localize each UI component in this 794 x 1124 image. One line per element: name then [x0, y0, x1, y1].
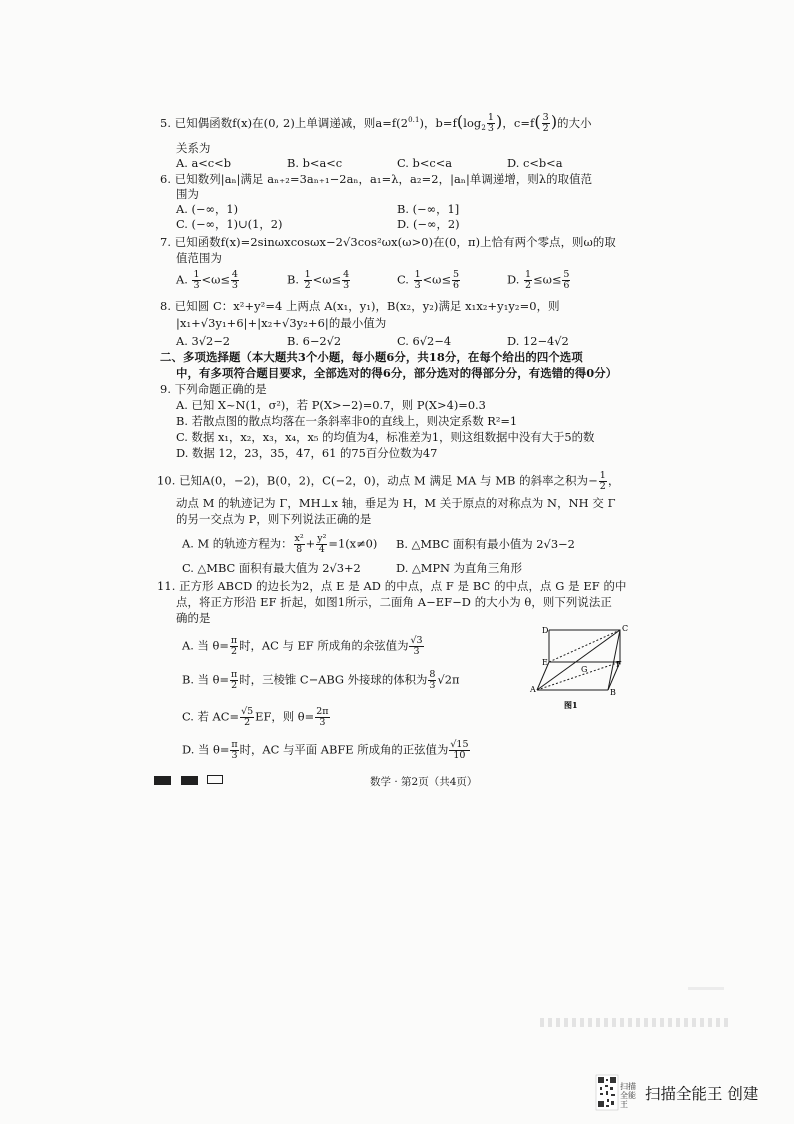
- q5-text-a: 5. 已知偶函数f(x)在(0, 2)上单调递减，则a=f(2: [160, 115, 409, 130]
- q8-option-a: A. 3√2−2: [176, 334, 231, 348]
- q5-sup: 0.1: [408, 116, 420, 124]
- fig-label-g: G: [581, 665, 588, 674]
- q5-option-c: C. b<c<a: [397, 156, 453, 170]
- q5-text-b: )，b=f: [419, 115, 457, 130]
- q11-option-a: A. 当 θ= $\frac{\pi}{2}$ 时，AC 与 EF 所成角的余弦值为 $\frac{√3}{3}$: [182, 635, 423, 657]
- q5-text-d: ，c=f: [502, 115, 535, 130]
- footer-mark-2: [181, 776, 198, 785]
- bleed-through-mark: [688, 987, 724, 990]
- q6-option-a: A. (−∞，1): [176, 202, 239, 216]
- q7-option-a: A. $\frac{1}{3}$ <ω≤ $\frac{4}{3}$: [176, 269, 238, 291]
- section2-line1: 二、多项选择题（本大题共3个小题，每小题6分，共18分，在每个给出的四个选项: [160, 350, 583, 364]
- q8-option-b: B. 6−2√2: [287, 334, 342, 348]
- q11-option-d: D. 当 θ= $\frac{\pi}{3}$ 时，AC 与平面 ABFE 所成角的正弦值为 $\frac{√15}{10}$: [182, 739, 469, 761]
- q5-line2: 关系为: [176, 141, 211, 155]
- fig-top-square: [549, 630, 620, 662]
- q11-option-b: B. 当 θ= $\frac{\pi}{2}$ 时，三棱锥 C−ABG 外接球的体积为 $\frac{8}{3}$ √2π: [182, 669, 460, 691]
- q5-option-a: A. a<c<b: [176, 156, 232, 170]
- fig-label-a: A: [530, 685, 536, 694]
- q11-line3: 确的是: [176, 611, 211, 625]
- q6-option-c: C. (−∞，1)∪(1，2): [176, 217, 283, 231]
- fig-label-f: F: [616, 660, 622, 669]
- q7-option-c: C. $\frac{1}{3}$ <ω≤ $\frac{5}{6}$: [397, 269, 460, 291]
- q5-frac-1-3: $\frac{1}{3}$: [487, 112, 495, 135]
- q6-option-d: D. (−∞，2): [397, 217, 460, 231]
- q7-line1: 7. 已知函数f(x)=2sinωxcosωx−2√3cos²ωx(ω>0)在(0，π)上恰有两个零点，则ω的取: [160, 235, 616, 249]
- q6-line2: 围为: [176, 187, 199, 201]
- fig-label-e: E: [542, 658, 548, 667]
- q7-option-d: D. $\frac{1}{2}$ ≤ω≤ $\frac{5}{6}$: [507, 269, 570, 291]
- footer-box: [207, 775, 223, 784]
- q10-option-a: A. M 的轨迹方程为： $\frac{\text{x²}}{8}$ + $\frac{\text{y²}}{4}$ =1(x≠0): [182, 533, 378, 555]
- qr-label: 扫描全能王: [620, 1082, 636, 1109]
- q10-line1: 10. 已知A(0，−2)，B(0，2)，C(−2，0)，动点 M 满足 MA 与 MB 的斜率之积为− $\frac{1}{2}$ ，: [157, 470, 620, 492]
- q8-option-c: C. 6√2−4: [397, 334, 452, 348]
- q10-line2: 动点 M 的轨迹记为 Γ，MH⊥x 轴，垂足为 H，M 关于原点的对称点为 N，NH 交 Γ: [176, 496, 616, 510]
- figure-1-folded-square: [525, 620, 629, 712]
- q6-line1: 6. 已知数列|aₙ|满足 aₙ₊₂=3aₙ₊₁−2aₙ，a₁=λ，a₂=2，|aₙ|单调递增，则λ的取值范: [160, 172, 593, 186]
- q7-line2: 值范围为: [176, 251, 222, 265]
- q8-line1: 8. 已知圆 C：x²+y²=4 上两点 A(x₁，y₁)，B(x₂，y₂)满足 x₁x₂+y₁y₂=0，则: [160, 299, 560, 313]
- scanner-brand-text: 扫描全能王 创建: [645, 1085, 759, 1103]
- q10-line3: 的另一交点为 P，则下列说法正确的是: [176, 512, 372, 526]
- q6-option-b: B. (−∞，1]: [397, 202, 460, 216]
- q8-option-d: D. 12−4√2: [507, 334, 569, 348]
- q9-option-a: A. 已知 X~N(1，σ²)，若 P(X>−2)=0.7，则 P(X>4)=0.3: [176, 398, 486, 412]
- q11-line2: 点，将正方形沿 EF 折起，如图1所示，二面角 A−EF−D 的大小为 θ，则下列说法正: [176, 595, 612, 609]
- q10-option-c: C. △MBC 面积有最大值为 2√3+2: [182, 561, 361, 575]
- q10-option-b: B. △MBC 面积有最小值为 2√3−2: [396, 537, 575, 551]
- q10-frac: $\frac{1}{2}$: [599, 470, 606, 492]
- q5-log: log: [463, 115, 482, 130]
- section2-line2: 中，有多项符合题目要求，全部选对的得6分，部分选对的得部分分，有选错的得0分）: [176, 366, 618, 380]
- fig-label-b: B: [610, 688, 616, 697]
- footer-page-number: 数学 · 第2页（共4页）: [370, 776, 478, 788]
- q9-stem: 9. 下列命题正确的是: [160, 382, 267, 396]
- q5-option-b: B. b<a<c: [287, 156, 343, 170]
- q11-line1: 11. 正方形 ABCD 的边长为2，点 E 是 AD 的中点，点 F 是 BC 的中点，点 G 是 EF 的中: [157, 579, 627, 593]
- qr-code-icon: [596, 1075, 618, 1110]
- q9-option-d: D. 数据 12，23，35，47，61 的75百分位数为47: [176, 446, 438, 460]
- footer-mark-1: [154, 776, 171, 785]
- q9-option-c: C. 数据 x₁，x₂，x₃，x₄，x₅ 的均值为4，标准差为1，则这组数据中没有大于5的数: [176, 430, 595, 444]
- fig-label-d: D: [542, 626, 549, 635]
- q8-line2: |x₁+√3y₁+6|+|x₂+√3y₂+6|的最小值为: [176, 316, 387, 330]
- q5-log-base: 2: [481, 124, 486, 133]
- fig-label-c: C: [622, 624, 629, 633]
- q5-frac-3-2: $\frac{3}{2}$: [542, 112, 549, 135]
- q5-line1: 5. 已知偶函数f(x)在(0, 2)上单调递减，则$a=f(2^{0.1})$，$b=f(\log_2$ $\frac{1}{3}$ )，c=f( $\frac{3}{2}$ )的大小: [160, 111, 592, 135]
- q5-option-d: D. c<b<a: [507, 156, 563, 170]
- q11-option-c: C. 若 AC= $\frac{√5}{2}$ EF，则 θ= $\frac{2\pi}{3}$: [182, 706, 329, 728]
- bleed-through-line: [540, 1018, 730, 1027]
- fig-caption: 图1: [564, 700, 578, 710]
- q9-option-b: B. 若散点图的散点均落在一条斜率非0的直线上，则决定系数 R²=1: [176, 414, 518, 428]
- q7-option-b: B. $\frac{1}{2}$ <ω≤ $\frac{4}{3}$: [287, 269, 350, 291]
- q5-text-e: 的大小: [557, 115, 592, 130]
- q10-option-d: D. △MPN 为直角三角形: [396, 561, 522, 575]
